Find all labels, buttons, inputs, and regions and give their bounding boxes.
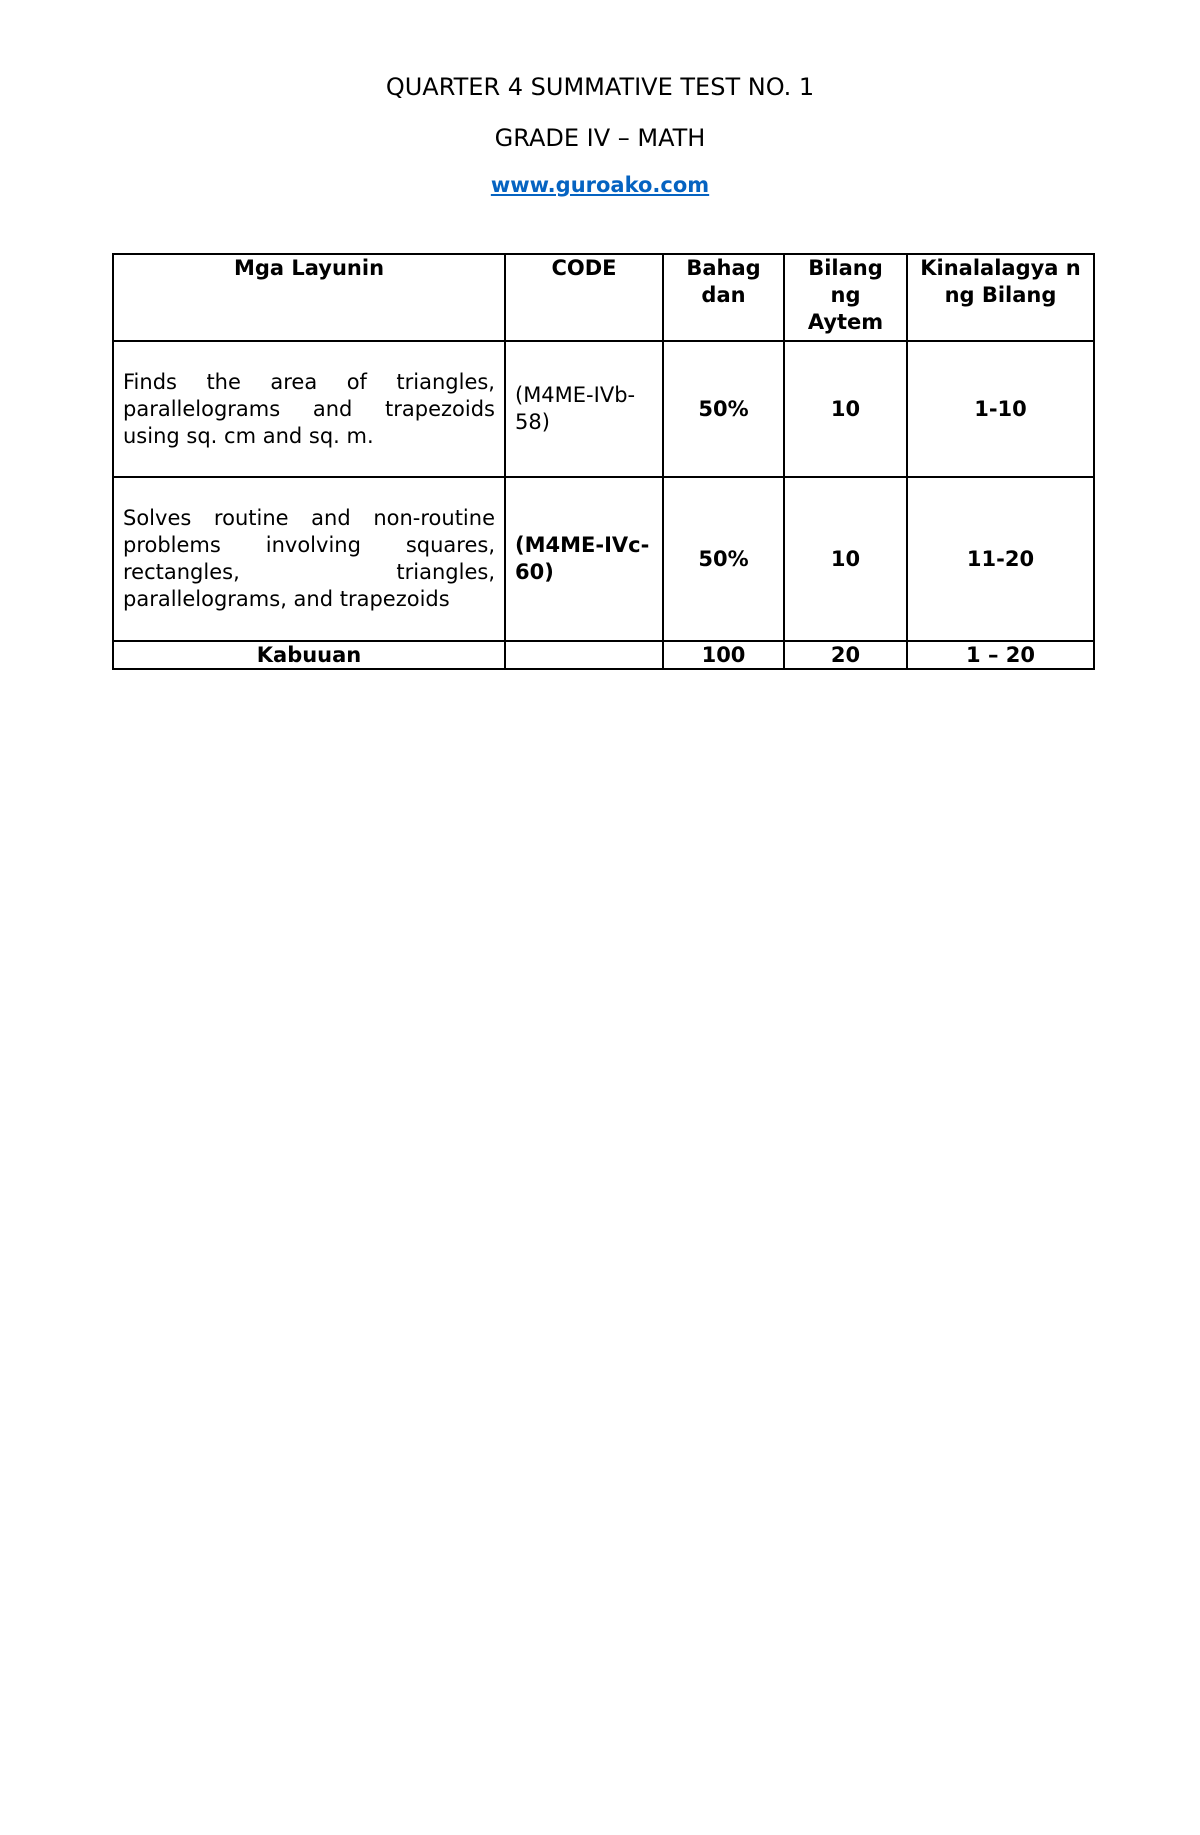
table-header-row xyxy=(113,254,1094,341)
website-line xyxy=(0,172,1200,198)
total-row xyxy=(113,641,1094,669)
total-item-count-cell: 20 xyxy=(784,641,907,669)
code-cell: (M4ME-IVc-60) xyxy=(505,477,663,641)
percentage-cell: 50% xyxy=(663,341,784,477)
item-count-cell: 10 xyxy=(784,477,907,641)
header-item-count: Bilang ng Aytem xyxy=(784,254,907,341)
item-count-cell: 10 xyxy=(784,341,907,477)
specification-table xyxy=(112,253,1095,670)
placement-cell: 11-20 xyxy=(907,477,1094,641)
percentage-cell: 50% xyxy=(663,477,784,641)
objective-cell: Finds the area of triangles, parallelograms and trapezoids using sq. cm and sq. m. xyxy=(113,341,505,477)
table-row xyxy=(113,477,1094,641)
website-link[interactable]: www.guroako.com xyxy=(490,173,710,197)
placement-cell: 1-10 xyxy=(907,341,1094,477)
total-label-cell: Kabuuan xyxy=(113,641,505,669)
header-placement: Kinalalagya n ng Bilang xyxy=(907,254,1094,341)
total-percentage-cell: 100 xyxy=(663,641,784,669)
header-code: CODE xyxy=(505,254,663,341)
header-objectives: Mga Layunin xyxy=(113,254,505,341)
code-cell: (M4ME-IVb-58) xyxy=(505,341,663,477)
document-title: QUARTER 4 SUMMATIVE TEST NO. 1 xyxy=(385,73,815,101)
document-subtitle: GRADE IV – MATH xyxy=(494,124,706,152)
total-placement-cell: 1 – 20 xyxy=(907,641,1094,669)
objective-cell: Solves routine and non-routine problems involving squares, rectangles, triangles, parallelograms, and trapezoids xyxy=(113,477,505,641)
total-code-cell xyxy=(505,641,663,669)
header-percentage: Bahag dan xyxy=(663,254,784,341)
table-row xyxy=(113,341,1094,477)
